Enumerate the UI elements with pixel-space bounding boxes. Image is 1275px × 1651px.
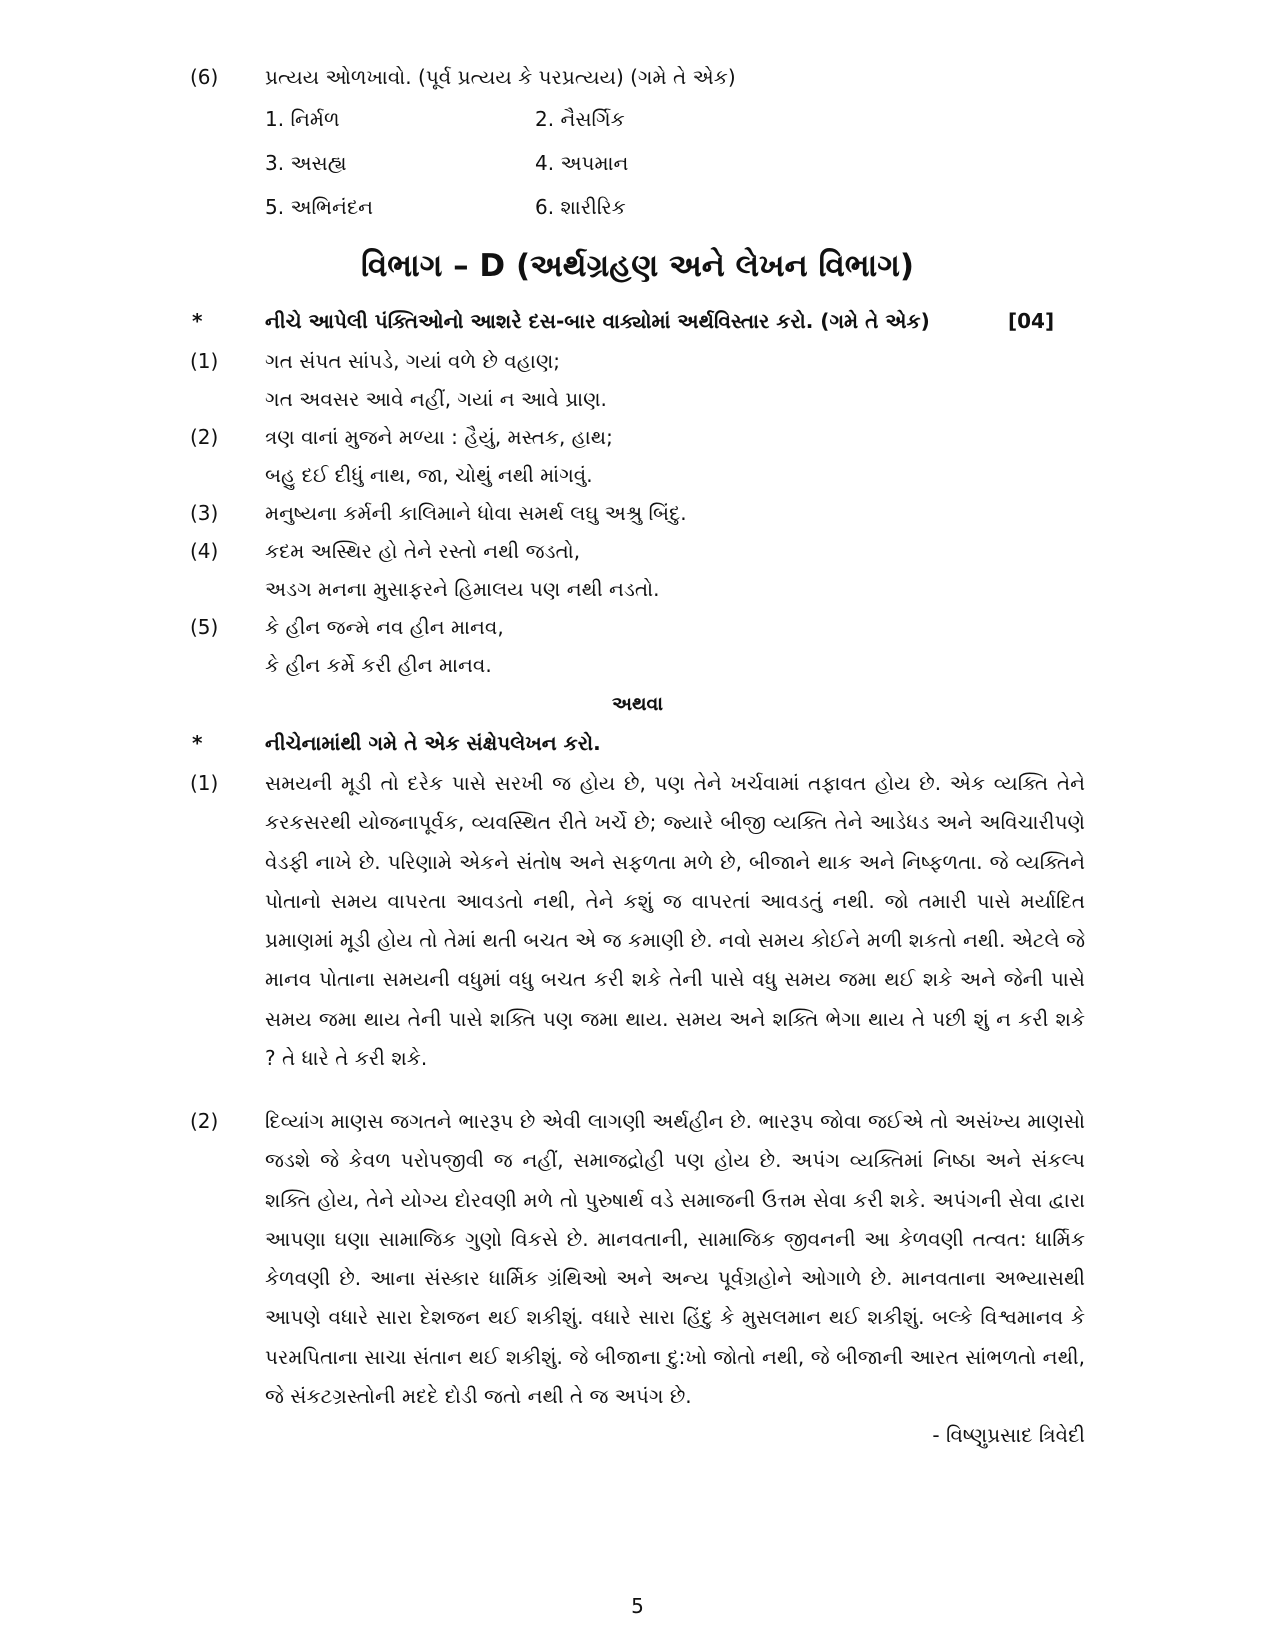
item-number: (1) [190,349,219,373]
item-number: (3) [190,501,219,525]
item-number: (4) [190,539,219,563]
item-number: (1) [190,771,219,795]
verse-line: ગત સંપત સાંપડે, ગયાં વળે છે વહાણ; [265,349,561,373]
star-marker: * [192,309,203,333]
item-number: (2) [190,425,219,449]
item-number: (2) [190,1109,219,1133]
author-credit: - વિષ્ણુપ્રસાદ ત્રિવેદી [932,1423,1085,1447]
verse-line: ગત અવસર આવે નહીં, ગયાં ન આવે પ્રાણ. [265,387,607,411]
option-item: 2. નૈસર્ગિક [535,107,625,131]
verse-line: બહુ દઈ દીધું નાથ, જા, ચોથું નથી માંગવું. [265,463,593,487]
verse-line: ત્રણ વાનાં મુજને મળ્યા : હૈયું, મસ્તક, હાથ; [265,425,613,449]
option-item: 3. અસહ્ય [265,151,347,175]
option-item: 1. નિર્મળ [265,107,340,131]
verse-line: અડગ મનના મુસાફરને હિમાલય પણ નથી નડતો. [265,577,660,601]
page-number: 5 [631,1594,644,1618]
star-marker: * [192,731,203,755]
question-number: (6) [190,65,219,89]
option-item: 6. શારીરિક [535,195,626,219]
verse-line: કે હીન કર્મે કરી હીન માનવ. [265,653,492,677]
section-heading: વિભાગ – D (અર્થગ્રહણ અને લેખન વિભાગ) [360,248,914,284]
question-instruction: પ્રત્યય ઓળખાવો. (પૂર્વ પ્રત્યય કે પરપ્રત્યય) (ગમે તે એક) [265,65,736,89]
marks-label: [04] [1008,309,1055,333]
item-number: (5) [190,615,219,639]
option-item: 4. અપમાન [535,151,629,175]
option-item: 5. અભિનંદન [265,195,374,219]
expansion-instruction: નીચે આપેલી પંક્તિઓનો આશરે દસ-બાર વાક્યોમાં અર્થવિસ્તાર કરો. (ગમે તે એક) [265,309,930,333]
verse-line: કદમ અસ્થિર હો તેને રસ્તો નથી જડતો, [265,539,581,563]
verse-line: કે હીન જન્મે નવ હીન માનવ, [265,615,504,639]
summary-instruction: નીચેનામાંથી ગમે તે એક સંક્ષેપલેખન કરો. [265,731,601,755]
passage-paragraph: દિવ્યાંગ માણસ જગતને ભારરૂપ છે એવી લાગણી અર્થહીન છે. ભારરૂપ જોવા જઈએ તો અસંખ્ય માણસો જડશે જે કેવળ પરોપજીવી જ નહીં, સમાજદ્રોહી પણ હોય છે. અપંગ વ્યક્તિમાં નિષ્ઠા અને સંકલ્પ શક્તિ હોય, તેને યોગ્ય દોરવણી મળે તો પુરુષાર્થ વડે સમાજની ઉત્તમ સેવા કરી શકે. અપંગની સેવા દ્વારા આપણા ઘણા સામાજિક ગુણો વિકસે છે. માનવતાની, સામાજિક જીવનની આ કેળવણી તત્વત: ધાર્મિક કેળવણી છે. આના સંસ્કાર ધાર્મિક ગ્રંથિઓ અને અન્ય પૂર્વગ્રહોને ઓગાળે છે. માનવતાના અભ્યાસથી આપણે વધારે સારા દેશજન થઈ શકીશું. વધારે સારા હિંદુ કે મુસલમાન થઈ શકીશું. બલ્કે વિશ્વમાનવ કે પરમપિતાના સાચા સંતાન થઈ શકીશું. જે બીજાના દુ:ખો જોતો નથી, જે બીજાની આરત સાંભળતો નથી, જે સંકટગ્રસ્તોની મદદે દોડી જતો નથી તે જ અપંગ છે. [265,1109,1085,1409]
or-label: અથવા [611,693,664,715]
passage-paragraph: સમયની મૂડી તો દરેક પાસે સરખી જ હોય છે, પણ તેને ખર્ચવામાં તફાવત હોય છે. એક વ્યક્તિ તેને કરકસરથી યોજનાપૂર્વક, વ્યવસ્થિત રીતે ખર્ચે છે; જ્યારે બીજી વ્યક્તિ તેને આડેધડ અને અવિચારીપણે વેડફી નાખે છે. પરિણામે એકને સંતોષ અને સફળતા મળે છે, બીજાને થાક અને નિષ્ફળતા. જે વ્યક્તિને પોતાનો સમય વાપરતા આવડતો નથી, તેને કશું જ વાપરતાં આવડતું નથી. જો તમારી પાસે મર્યાદિત પ્રમાણમાં મૂડી હોય તો તેમાં થતી બચત એ જ કમાણી છે. નવો સમય કોઈને મળી શકતો નથી. એટલે જે માનવ પોતાના સમયની વધુમાં વધુ બચત કરી શકે તેની પાસે વધુ સમય જમા થઈ શકે અને જેની પાસે સમય જમા થાય તેની પાસે શક્તિ પણ જમા થાય. સમય અને શક્તિ ભેગા થાય તે પછી શું ન કરી શકે ? તે ધારે તે કરી શકે. [265,771,1085,1071]
verse-line: મનુષ્યના કર્મની કાલિમાને ધોવા સમર્થ લઘુ અશ્રુ બિંદુ. [265,501,687,525]
